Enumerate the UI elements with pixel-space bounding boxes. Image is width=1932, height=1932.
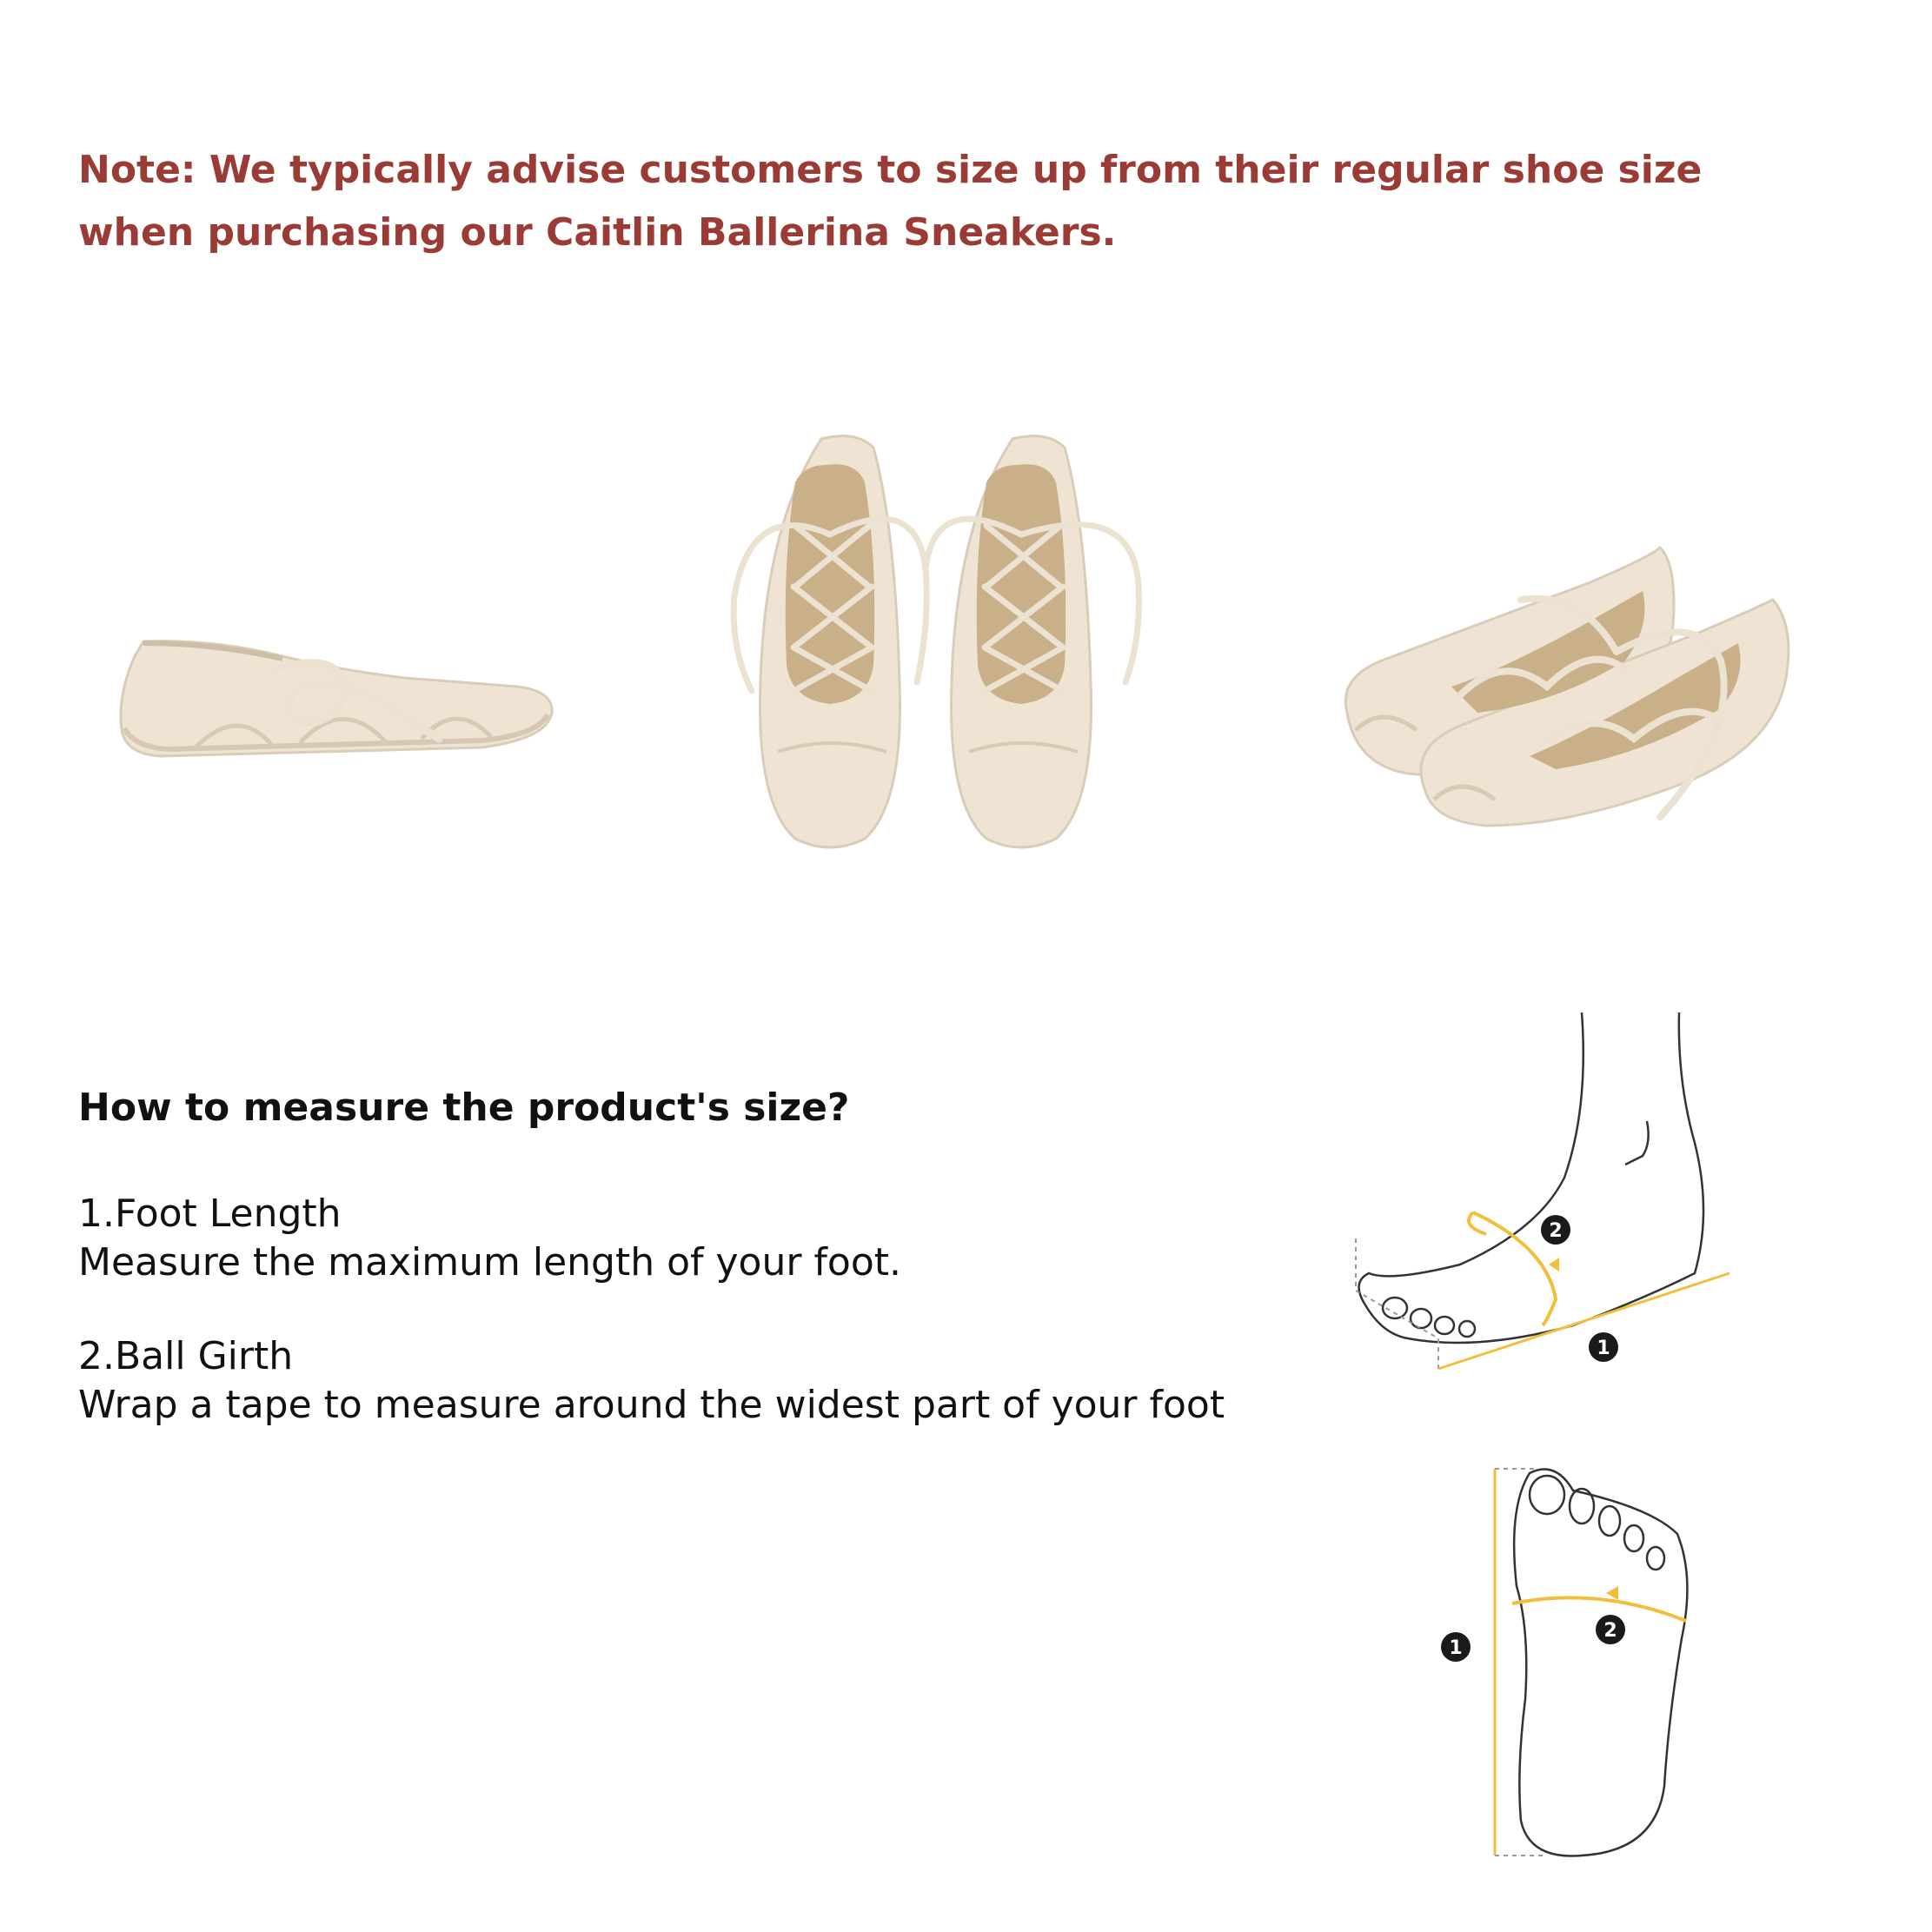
marker-1-icon [1589, 1332, 1618, 1362]
foot-side-diagram [1347, 1004, 1756, 1395]
step-title: 1.Foot Length [78, 1192, 342, 1236]
marker-label: 2 [1603, 1620, 1617, 1642]
marker-1-icon [1441, 1632, 1471, 1662]
shoe-side-view-image [109, 617, 561, 765]
size-note [78, 139, 1816, 264]
step-description: Wrap a tape to measure around the widest part of your foot [78, 1383, 1225, 1427]
marker-label: 1 [1597, 1338, 1610, 1359]
step-foot-length [78, 1190, 1347, 1287]
shoe-top-view-image [726, 422, 1160, 856]
step-description: Measure the maximum length of your foot. [78, 1240, 901, 1285]
marker-2-icon [1541, 1215, 1570, 1245]
size-note-line-2: when purchasing our Caitlin Ballerina Sneakers. [78, 210, 1117, 255]
size-note-line-1: Note: We typically advise customers to size up from their regular shoe size [78, 148, 1703, 192]
product-images [0, 400, 1932, 886]
marker-label: 2 [1549, 1220, 1563, 1242]
step-ball-girth [78, 1332, 1347, 1430]
measure-instructions [78, 1082, 1347, 1475]
marker-2-icon [1596, 1615, 1625, 1644]
shoe-angled-view-image [1330, 530, 1799, 834]
measure-title: How to measure the product's size? [78, 1086, 850, 1130]
foot-sole-diagram [1425, 1456, 1712, 1869]
marker-label: 1 [1449, 1637, 1463, 1659]
step-title: 2.Ball Girth [78, 1334, 294, 1378]
